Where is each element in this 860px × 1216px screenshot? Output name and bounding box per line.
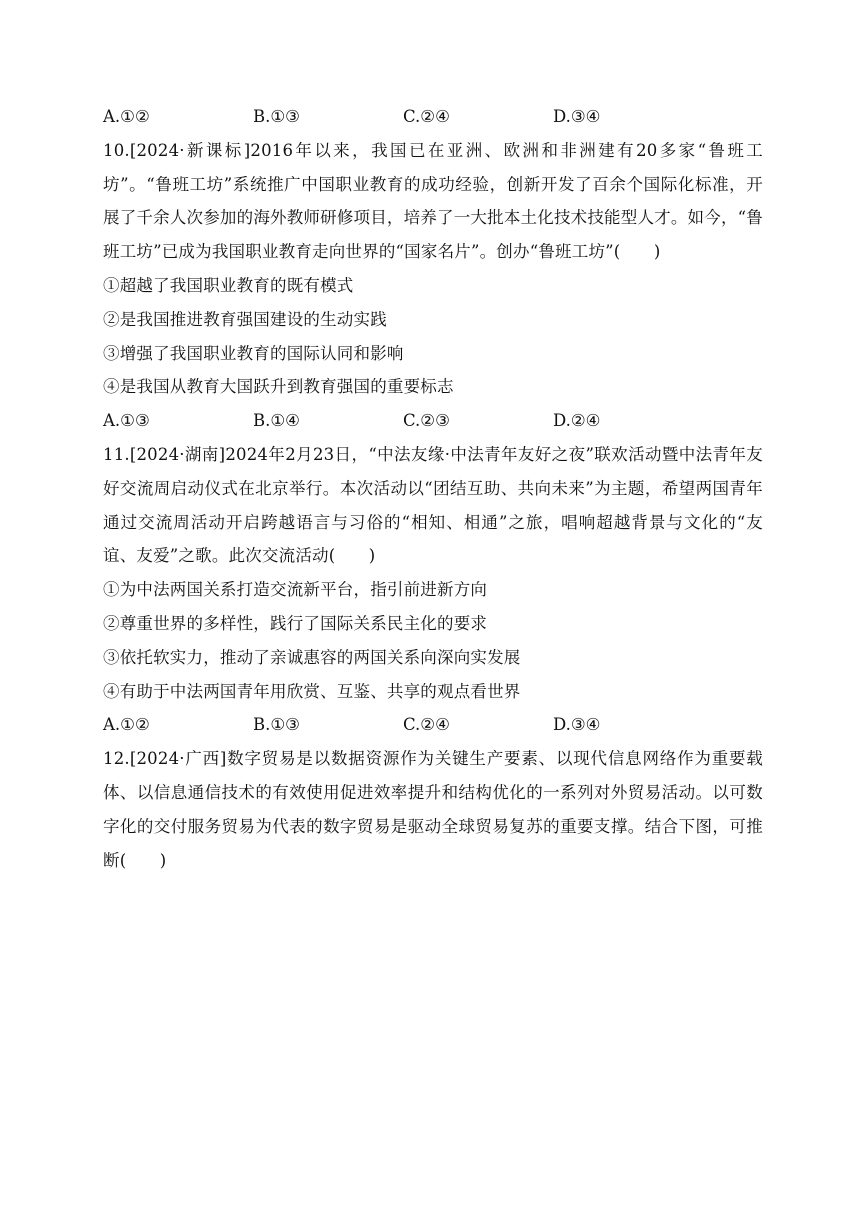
- q11-item-3: ③依托软实力，推动了亲诚惠容的两国关系向深向实发展: [103, 647, 521, 667]
- q9-option-c: C.②④: [403, 107, 450, 126]
- q11-option-d: D.③④: [553, 715, 601, 735]
- q11-option-b: B.①③: [253, 715, 300, 735]
- q11-option-c: C.②④: [403, 715, 450, 735]
- q11-item-4: ④有助于中法两国青年用欣赏、互鉴、共享的观点看世界: [103, 681, 521, 701]
- q11-options: [103, 708, 763, 742]
- q9-option-d: D.③④: [553, 107, 601, 126]
- q10-item-2: ②是我国推进教育强国建设的生动实践: [103, 309, 387, 329]
- q10-item-1: ①超越了我国职业教育的既有模式: [103, 275, 354, 295]
- q10-options: [103, 404, 763, 438]
- q11-stem: 11.[2024·湖南]2024年2月23日，“中法友缘·中法青年友好之夜”联欢活动暨中法青年友好交流周启动仪式在北京举行。本次活动以“团结互助、共向未来”为主题，希望两国青年通过交流周活动开启跨越语言与习俗的“相知、相通”之旅，唱响超越背景与文化的“友谊、友爱”之歌。此次交流活动( ): [103, 444, 763, 566]
- q9-option-b: B.①③: [253, 107, 300, 126]
- q9-option-a: A.①②: [103, 107, 150, 126]
- q10-item-4: ④是我国从教育大国跃升到教育强国的重要标志: [103, 377, 454, 397]
- q11-option-a: A.①②: [103, 715, 150, 735]
- document-page: [103, 100, 763, 877]
- q9-options: [103, 100, 763, 134]
- q12-stem: 12.[2024·广西]数字贸易是以数据资源作为关键生产要素、以现代信息网络作为重要载体、以信息通信技术的有效使用促进效率提升和结构优化的一系列对外贸易活动。以可数字化的交付服务贸易为代表的数字贸易是驱动全球贸易复苏的重要支撑。结合下图，可推断( ): [103, 749, 763, 870]
- q10-option-c: C.②③: [403, 411, 450, 431]
- q11-item-1: ①为中法两国关系打造交流新平台，指引前进新方向: [103, 580, 488, 600]
- q10-option-a: A.①③: [103, 411, 150, 431]
- q10-stem: 10.[2024·新课标]2016年以来，我国已在亚洲、欧洲和非洲建有20多家“鲁班工坊”。“鲁班工坊”系统推广中国职业教育的成功经验，创新开发了百余个国际化标准，开展了千余人次参加的海外教师研修项目，培养了一大批本土化技术技能型人才。如今，“鲁班工坊”已成为我国职业教育走向世界的“国家名片”。创办“鲁班工坊”( ): [103, 140, 763, 262]
- q10-item-3: ③增强了我国职业教育的国际认同和影响: [103, 343, 404, 363]
- q11-item-2: ②尊重世界的多样性，践行了国际关系民主化的要求: [103, 613, 488, 633]
- q10-option-d: D.②④: [553, 411, 601, 431]
- q10-option-b: B.①④: [253, 411, 300, 431]
